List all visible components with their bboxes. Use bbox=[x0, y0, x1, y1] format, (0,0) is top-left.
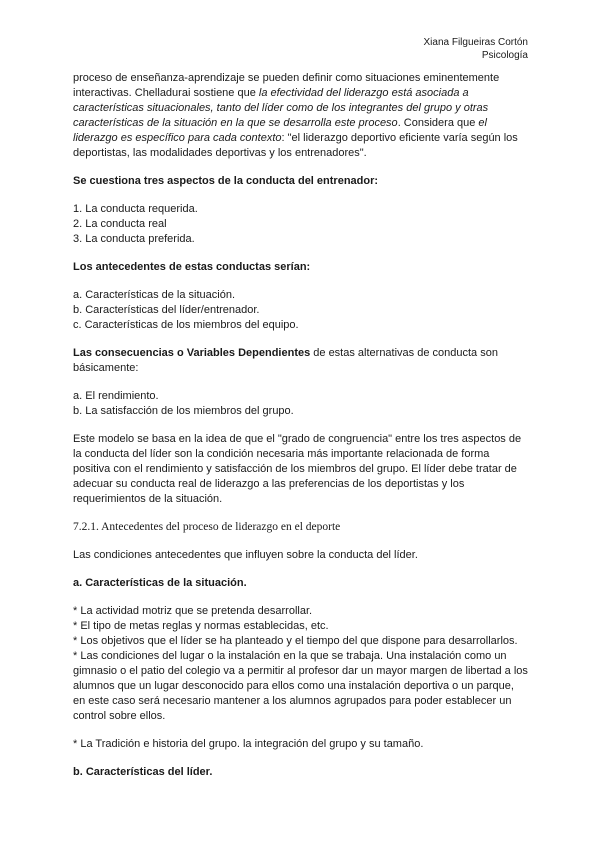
list-item: * El tipo de metas reglas y normas establecidas, etc. bbox=[73, 620, 329, 632]
list-item: * La actividad motriz que se pretenda desarrollar. bbox=[73, 605, 313, 617]
consequences-list bbox=[73, 389, 529, 419]
list-item: * Los objetivos que el líder se ha planteado y el tiempo del que dispone para desarrollarlos. bbox=[73, 635, 518, 647]
consequences-heading-bold: Las consecuencias o Variables Dependientes bbox=[73, 347, 311, 359]
list-item: c. Características de los miembros del equipo. bbox=[73, 319, 299, 331]
tradition-item: * La Tradición e historia del grupo. la integración del grupo y su tamaño. bbox=[73, 738, 424, 750]
intro-text-2: . Considera que bbox=[397, 117, 479, 129]
list-item: 2. La conducta real bbox=[73, 218, 167, 230]
list-item: b. Características del líder/entrenador. bbox=[73, 304, 260, 316]
aspects-heading: Se cuestiona tres aspectos de la conducta del entrenador: bbox=[73, 175, 379, 187]
list-item: b. La satisfacción de los miembros del grupo. bbox=[73, 405, 294, 417]
situation-list bbox=[73, 604, 529, 724]
model-paragraph: Este modelo se basa en la idea de que el "grado de congruencia" entre los tres aspectos de la conducta del líder son la condición necesaria más importante relacionada de forma positiva con el rendimiento y satisfacción de los miembros del grupo. El líder debe tratar de adecuar su conducta real de liderazgo a las preferencias de los deportistas y los requerimientos de la situación. bbox=[73, 433, 522, 505]
author-name: Xiana Filgueiras Cortón bbox=[423, 37, 528, 48]
list-item: * Las condiciones del lugar o la instalación en la que se trabaja. Una instalación como un gimnasio o el patio del colegio va a permitir al profesor dar un mayor margen de libertad a los alumnos que un lugar desconocido para ellos como una instalación deportiva o un parque, en este caso será necesario mantener a los alumnos agrupados para poder establecer un control sobre ellos. bbox=[73, 650, 528, 722]
intro-paragraph bbox=[73, 71, 529, 161]
intro-text-3: : "el liderazgo deportivo eficiente varía según los deportistas, las modalidades deportivas y los entrenadores". bbox=[73, 132, 518, 159]
list-item: a. El rendimiento. bbox=[73, 390, 159, 402]
leader-heading: b. Características del líder. bbox=[73, 766, 213, 778]
section-title: 7.2.1. Antecedentes del proceso de liderazgo en el deporte bbox=[73, 521, 341, 533]
consequences-heading-rest: de estas alternativas de conducta son básicamente: bbox=[73, 347, 498, 374]
antecedents-list bbox=[73, 288, 529, 333]
intro-italic-1: la efectividad del liderazgo está asociada a características situacionales, tanto del líder como de los integrantes del grupo y otras características de la situación en la que se desarrolla este proceso bbox=[73, 87, 489, 129]
situation-heading: a. Características de la situación. bbox=[73, 577, 247, 589]
consequences-heading bbox=[73, 346, 529, 376]
list-item: a. Características de la situación. bbox=[73, 289, 236, 301]
list-item: 1. La conducta requerida. bbox=[73, 203, 198, 215]
list-item: 3. La conducta preferida. bbox=[73, 233, 195, 245]
intro-italic-2: el liderazgo es específico para cada contexto bbox=[73, 117, 487, 144]
subject-name: Psicología bbox=[481, 50, 528, 61]
document-body bbox=[73, 71, 529, 780]
aspects-list bbox=[73, 202, 529, 247]
antecedents-heading: Los antecedentes de estas conductas serían: bbox=[73, 261, 311, 273]
intro-text-1: proceso de enseñanza-aprendizaje se pueden definir como situaciones eminentemente interactivas. Chelladurai sostiene que bbox=[73, 72, 500, 99]
page-header bbox=[424, 36, 529, 62]
section-intro: Las condiciones antecedentes que influyen sobre la conducta del líder. bbox=[73, 549, 418, 561]
